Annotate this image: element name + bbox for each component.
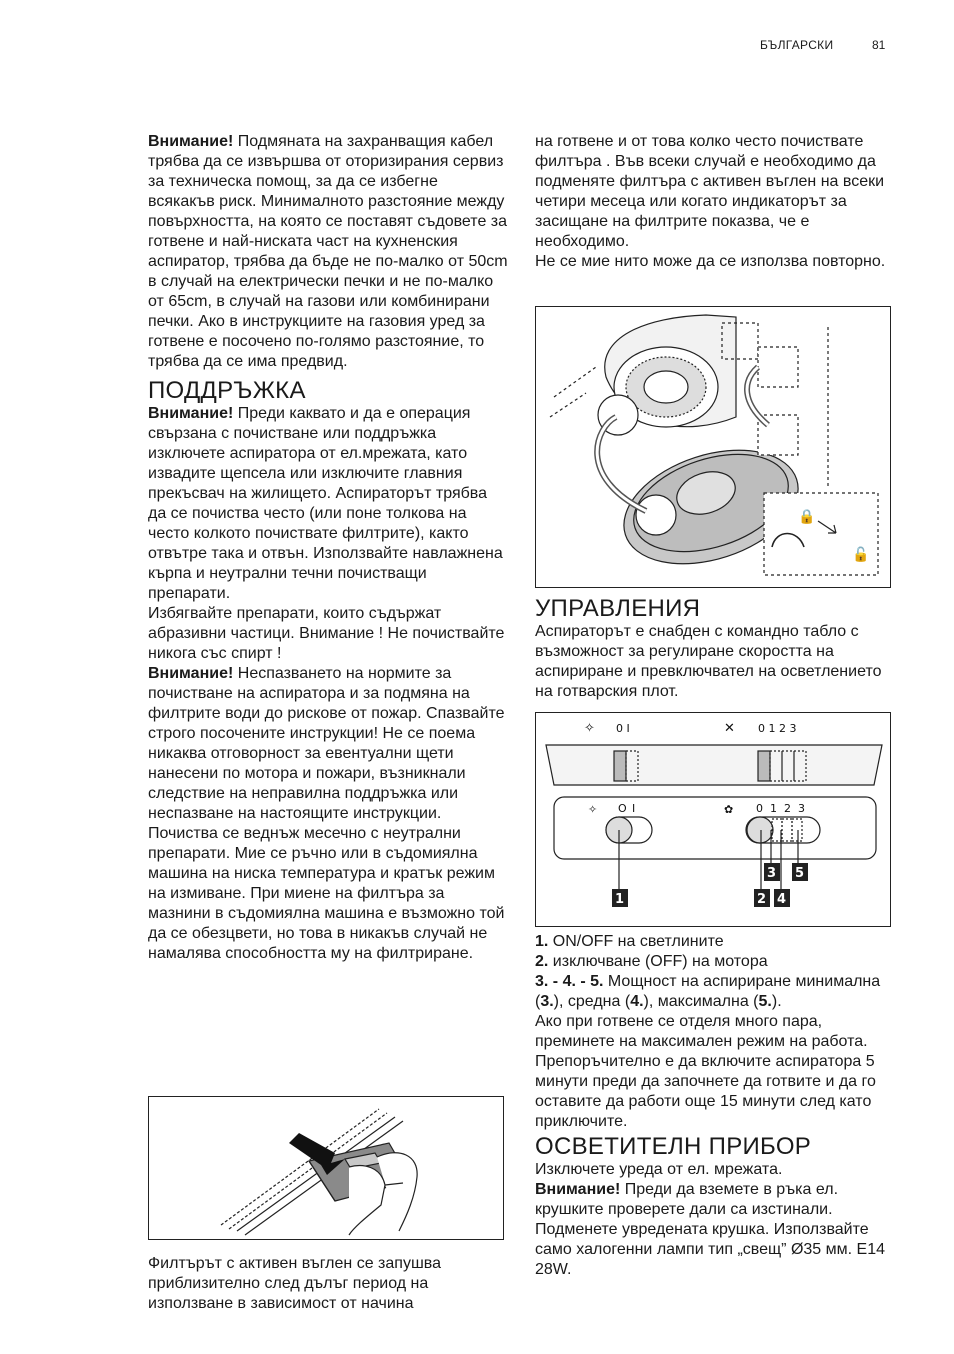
fan-icon: ✕ <box>724 721 735 736</box>
filter-removal-illustration <box>148 1096 504 1240</box>
legend-number-3: 3. - 4. - 5. <box>535 973 604 990</box>
legend-mid-text: ), средна ( <box>553 993 631 1010</box>
panel-fan-2: 2 <box>784 802 791 815</box>
legend-mid: 4. <box>630 993 644 1010</box>
lighting-paragraph-1: Изключете уреда от ел. мрежата. <box>535 1161 783 1178</box>
maintenance-paragraph-1 <box>148 404 508 604</box>
lighting-paragraph-2 <box>535 1180 895 1280</box>
intro-paragraph <box>148 132 508 372</box>
callout-4: 4 <box>777 892 787 907</box>
panel-fan-3: 3 <box>798 802 805 815</box>
light-bulb-icon: ✧ <box>584 721 595 736</box>
legend-item-3 <box>535 972 895 1012</box>
controls-section <box>535 596 895 702</box>
panel-light-off: O <box>618 802 627 815</box>
callout-1: 1 <box>615 892 625 907</box>
lighting-text-2: Преди да вземете в ръка ел. крушките проверете дали са изстинали. Подменете увредената крушка. Използвайте само халогенни лампи тип „свещ” Ø35 мм. E14 28W. <box>535 1181 885 1278</box>
panel-fan-1: 1 <box>770 802 777 815</box>
carbon-filter-continued: на готвене и от това колко често почиствате филтъра . Във всеки случай е необходимо да подменяте филтъра с активен въглен на всеки четири месеца или когато индикаторът за засищане на филтрите показва, че е необходимо. <box>535 133 885 250</box>
intro-text: Подмяната на захранващия кабел трябва да се извършва от оторизирания сервиз за техническа помощ, за да се избегне всякакъв риск. Минималното разстояние между повърхността, на която се поставят съдовете за готвене и най-ниската част на кухненския аспиратор, трябва да бъде не по-малко от 50cm в случай на електрически печки и не по-малко от 65cm, в случай на газови или комбинирани печки. Ако в инструкциите на газовия уред за готвене е посочено по-голямо разстояние, то трябва да се има предвид. <box>148 133 508 370</box>
carbon-filter-paragraph: Филтърът с активен въглен се запушва приблизително след дълъг период на използване в зависимост от начина <box>148 1255 441 1312</box>
unlock-icon: 🔓 <box>852 547 870 563</box>
legend-number-1: 1. <box>535 933 549 950</box>
legend-item-2 <box>535 952 895 972</box>
legend-text-3: Мощност на аспириране минимална ( <box>535 973 881 1010</box>
controls-heading: УПРАВЛЕНИЯ <box>535 595 701 622</box>
control-panel-illustration <box>535 712 891 927</box>
steam-paragraph: Ако при готвене се отделя много пара, преминете на максимален режим на работа. Препоръчително е да включите аспиратора 5 минути преди да започнете да готвите и да го оставите да работи още 15 минути след като приключите. <box>535 1013 876 1130</box>
right-column-top <box>535 132 895 272</box>
legend-end: ). <box>771 993 782 1010</box>
warning-label: Внимание! <box>148 405 234 422</box>
warning-label: Внимание! <box>148 133 234 150</box>
maintenance-text-1: Преди каквато и да е операция свързана с почистване или поддръжка изключете аспиратора от ел.мрежата, като извадите щепсела или изключите главния прекъсвач на жилището. Аспираторът трябва да се почиства често (или поне толкова на често колкото почиствате филтрите), както отвътре така и отвън. Използвайте навлажнена кърпа и неутрални течни почистващи препарати. <box>148 405 503 602</box>
left-column <box>148 132 508 964</box>
controls-legend <box>535 932 895 1280</box>
maintenance-heading: ПОДДРЪЖКА <box>148 377 306 404</box>
legend-min: 3. <box>540 993 554 1010</box>
panel-light-icon: ✧ <box>588 803 598 816</box>
panel-light-on: I <box>632 802 636 815</box>
maintenance-paragraph-3 <box>148 664 508 964</box>
maintenance-text-3: Неспазването на нормите за почистване на аспиратора и за подмяна на филтрите води до рискове от пожар. Спазвайте строго посочените инструкции! Не се поема никаква отговорност за евентуални щети нанесени по мотора и пожари, възникнали следствие на неправилна поддръжка или неспазване на настоящите инструкции. Почиства се веднъж месечно с неутрални препарати. Мие се ръчно или в съдомиялна машина на ниска температура и кратък режим на измиване. При миене на филтъра за мазнини в съдомиялна машина е възможно той да се обезцвети, но това в никакъв случай не намалява способността му на филтриране. <box>148 665 505 962</box>
controls-description: Аспираторът е снабден с командно табло с възможност за регулиране скоростта на аспириране и превключвател на осветлението на готварския плот. <box>535 623 882 700</box>
no-wash-note: Не се мие нито може да се използва повторно. <box>535 253 886 270</box>
header-language: БЪЛГАРСКИ <box>760 38 834 52</box>
legend-number-2: 2. <box>535 953 549 970</box>
lighting-heading: ОСВЕТИТЕЛН ПРИБОР <box>535 1133 812 1160</box>
legend-text-2: изключване (OFF) на мотора <box>548 953 768 970</box>
carbon-filter-illustration <box>535 306 891 588</box>
page-number: 81 <box>872 38 886 52</box>
light-switch-positions: 0 I <box>616 722 630 735</box>
panel-fan-0: 0 <box>756 802 763 815</box>
callout-5: 5 <box>795 866 805 881</box>
fan-switch-positions: 0 1 2 3 <box>758 722 797 735</box>
panel-fan-icon: ✿ <box>724 803 734 816</box>
lock-icon: 🔒 <box>798 509 816 525</box>
maintenance-paragraph-2: Избягвайте препарати, които съдържат абразивни частици. Внимание ! Не почиствайте никога със спирт ! <box>148 605 505 662</box>
legend-text-1: ON/OFF на светлините <box>548 933 724 950</box>
warning-label: Внимание! <box>535 1181 621 1198</box>
callout-3: 3 <box>767 866 777 881</box>
callout-2: 2 <box>757 892 767 907</box>
warning-label: Внимание! <box>148 665 234 682</box>
legend-max: 5. <box>758 993 772 1010</box>
legend-max-text: ), максимална ( <box>643 993 759 1010</box>
legend-item-1 <box>535 932 895 952</box>
